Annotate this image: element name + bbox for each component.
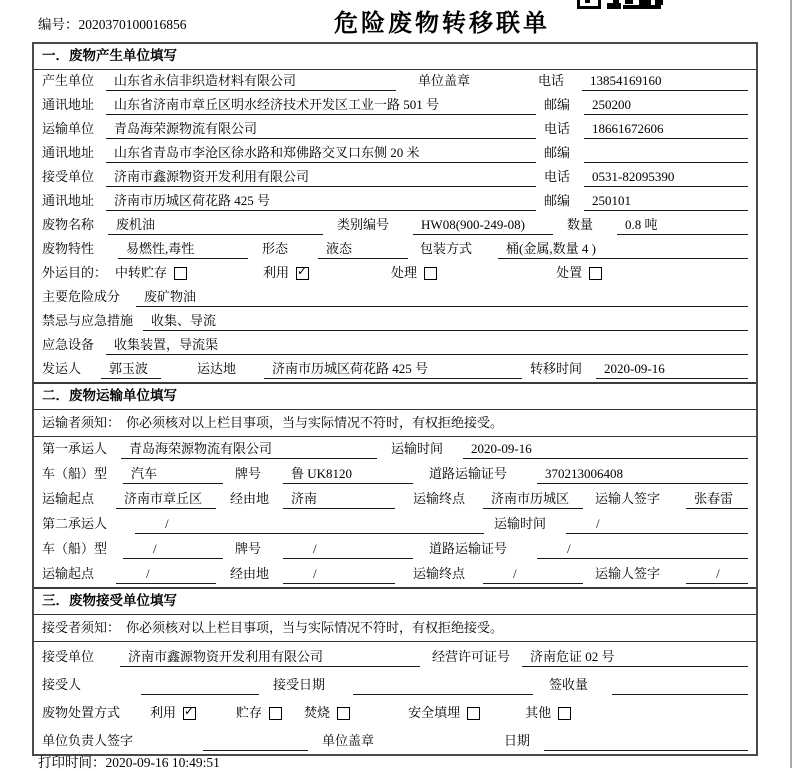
field-value: 收集、导流 — [143, 311, 748, 331]
notice-text: 你必须核对以上栏目事项，当与实际情况不符时，有权拒绝接受。 — [126, 620, 504, 635]
field-label: 车（船）型 — [42, 541, 108, 556]
field-label: 邮编 — [544, 97, 571, 112]
print-time-value: 2020-09-16 10:49:51 — [105, 755, 220, 770]
field-label: 单位负责人签字 — [42, 733, 134, 748]
form-row — [34, 537, 756, 562]
field-value: 液态 — [318, 239, 408, 259]
form-row — [34, 214, 756, 238]
print-time-label: 打印时间： — [38, 755, 106, 770]
field-label: 通讯地址 — [42, 97, 95, 112]
checkbox-label: 贮存 — [236, 705, 263, 720]
checkbox-unchecked-icon — [174, 267, 187, 280]
serial-number: 2020370100016856 — [78, 17, 187, 32]
field-label: 道路运输证号 — [429, 541, 508, 556]
field-label: 运输起点 — [42, 566, 95, 581]
checkbox-label: 利用 — [263, 265, 290, 280]
notice-text: 你必须核对以上栏目事项，当与实际情况不符时，有权拒绝接受。 — [126, 415, 504, 430]
field-label: 接受单位 — [42, 169, 95, 184]
field-label: 运输时间 — [391, 441, 444, 456]
field-label: 产生单位 — [42, 73, 95, 88]
checkbox-option — [408, 703, 480, 723]
form-row — [34, 310, 756, 334]
field-label: 转移时间 — [530, 361, 583, 376]
field-label: 运达地 — [197, 361, 237, 376]
field-label: 签收量 — [549, 677, 589, 692]
section-title: 三．废物接受单位填写 — [34, 589, 756, 615]
field-label: 邮编 — [544, 193, 571, 208]
notice-label: 运输者须知： — [42, 415, 121, 430]
field-value: / — [537, 539, 748, 559]
field-value: 山东省济南市章丘区明水经济技术开发区工业一路 501 号 — [106, 95, 536, 115]
field-label: 应急设备 — [42, 337, 95, 352]
field-label: 运输起点 — [42, 491, 95, 506]
section-producer — [34, 44, 756, 382]
field-value: 济南市鑫源物资开发利用有限公司 — [120, 647, 420, 667]
field-value: / — [116, 564, 216, 584]
field-label: 主要危险成分 — [42, 289, 121, 304]
field-value: 汽车 — [123, 464, 223, 484]
checkbox-label: 中转贮存 — [115, 265, 168, 280]
field-value: 2020-09-16 — [596, 359, 748, 379]
field-label: 运输人签字 — [595, 566, 661, 581]
checkbox-option — [150, 703, 196, 723]
field-label: 接受单位 — [42, 649, 95, 664]
form-row — [34, 142, 756, 166]
form-row — [34, 286, 756, 310]
field-value: 18661672606 — [584, 119, 748, 139]
form-row — [34, 562, 756, 587]
section-title: 一．废物产生单位填写 — [34, 44, 756, 70]
checkbox-unchecked-icon — [558, 707, 571, 720]
print-time-line — [38, 751, 220, 771]
field-value: HW08(900-249-08) — [413, 215, 553, 235]
form-row — [34, 726, 756, 754]
form-row — [34, 166, 756, 190]
form-row — [34, 238, 756, 262]
field-value: / — [283, 539, 413, 559]
field-label: 牌号 — [235, 466, 262, 481]
field-value: 易燃性,毒性 — [118, 239, 248, 259]
checkbox-label: 安全填埋 — [408, 705, 461, 720]
field-value: 济南危证 02 号 — [522, 647, 748, 667]
field-label: 第二承运人 — [42, 516, 108, 531]
section-title: 二．废物运输单位填写 — [34, 384, 756, 410]
checkbox-option — [304, 703, 350, 723]
field-label: 电话 — [544, 121, 571, 136]
field-value: / — [135, 514, 484, 534]
field-value — [203, 731, 308, 751]
field-value: / — [123, 539, 223, 559]
field-label: 邮编 — [544, 145, 571, 160]
notice-row — [34, 615, 756, 642]
field-value — [141, 675, 259, 695]
field-label: 日期 — [504, 733, 531, 748]
field-value: 废矿物油 — [136, 287, 748, 307]
field-label: 道路运输证号 — [429, 466, 508, 481]
page-edge-divider — [790, 0, 792, 768]
checkbox-unchecked-icon — [424, 267, 437, 280]
form-row — [34, 698, 756, 726]
checkbox-label: 处理 — [391, 265, 418, 280]
field-label: 形态 — [262, 241, 289, 256]
field-label: 运输单位 — [42, 121, 95, 136]
field-value: 郭玉波 — [101, 359, 161, 379]
form-row — [34, 118, 756, 142]
field-label: 接受人 — [42, 677, 82, 692]
checkbox-label: 其他 — [525, 705, 552, 720]
checkbox-unchecked-icon — [269, 707, 282, 720]
checkbox-label: 处置 — [556, 265, 583, 280]
checkbox-unchecked-icon — [337, 707, 350, 720]
field-value: / — [483, 564, 583, 584]
field-label: 单位盖章 — [322, 733, 375, 748]
section-receiver — [34, 587, 756, 754]
checkbox-option — [525, 703, 571, 723]
form-row — [34, 670, 756, 698]
field-value: 0.8 吨 — [617, 215, 748, 235]
field-value: 0531-82095390 — [584, 167, 748, 187]
field-label: 经由地 — [230, 491, 270, 506]
field-value: 青岛海荣源物流有限公司 — [121, 439, 377, 459]
field-value: 山东省青岛市李沧区徐水路和郑佛路交叉口东侧 20 米 — [106, 143, 536, 163]
field-value: 张春雷 — [686, 489, 748, 509]
field-value: 收集装置，导流渠 — [106, 335, 748, 355]
field-label: 车（船）型 — [42, 466, 108, 481]
field-value: / — [283, 564, 395, 584]
field-value — [353, 675, 533, 695]
field-value: 济南市鑫源物资开发利用有限公司 — [106, 167, 536, 187]
field-label: 第一承运人 — [42, 441, 108, 456]
serial-line — [38, 13, 187, 33]
form-row — [34, 358, 756, 382]
checkbox-option — [115, 263, 187, 283]
field-label: 外运目的： — [42, 265, 108, 280]
field-value: 废机油 — [108, 215, 323, 235]
notice-row — [34, 410, 756, 437]
form-row — [34, 512, 756, 537]
field-label: 通讯地址 — [42, 193, 95, 208]
form-row — [34, 334, 756, 358]
field-label: 电话 — [538, 73, 565, 88]
field-value: / — [686, 564, 748, 584]
field-value: 鲁 UK8120 — [283, 464, 413, 484]
field-label: 运输时间 — [494, 516, 547, 531]
field-label: 数量 — [567, 217, 594, 232]
field-value: 济南市历城区荷花路 425 号 — [264, 359, 522, 379]
field-value — [584, 143, 748, 163]
form-row — [34, 487, 756, 512]
form-row — [34, 94, 756, 118]
checkbox-unchecked-icon — [589, 267, 602, 280]
qr-code-partial-icon — [577, 0, 667, 10]
checkbox-checked-icon — [296, 267, 309, 280]
field-label: 电话 — [544, 169, 571, 184]
field-value: 250101 — [584, 191, 748, 211]
field-label: 牌号 — [235, 541, 262, 556]
field-value: 山东省永信非织造材料有限公司 — [106, 71, 396, 91]
manifest-table — [32, 42, 758, 756]
field-label: 废物特性 — [42, 241, 95, 256]
form-row — [34, 437, 756, 462]
field-label: 发运人 — [42, 361, 82, 376]
field-value: 13854169160 — [582, 71, 748, 91]
checkbox-option — [263, 263, 309, 283]
field-label: 包装方式 — [420, 241, 473, 256]
page-title: 危险废物转移联单 — [334, 9, 550, 37]
field-value: 济南市历城区荷花路 425 号 — [106, 191, 536, 211]
field-label: 接受日期 — [273, 677, 326, 692]
field-label: 禁忌与应急措施 — [42, 313, 134, 328]
field-label: 通讯地址 — [42, 145, 95, 160]
form-row — [34, 642, 756, 670]
section-transporter — [34, 382, 756, 587]
field-label: 经营许可证号 — [432, 649, 511, 664]
checkbox-option — [556, 263, 602, 283]
checkbox-option — [391, 263, 437, 283]
checkbox-label: 利用 — [150, 705, 177, 720]
field-value: / — [566, 514, 748, 534]
field-value: 济南市章丘区 — [116, 489, 216, 509]
field-value — [544, 731, 748, 751]
field-value: 桶(金属,数量 4 ) — [498, 239, 748, 259]
serial-label: 编号： — [38, 17, 79, 32]
field-value: 济南市历城区 — [483, 489, 583, 509]
field-value: 青岛海荣源物流有限公司 — [106, 119, 536, 139]
field-label: 废物处置方式 — [42, 705, 121, 720]
field-value: 250200 — [584, 95, 748, 115]
field-value: 2020-09-16 — [463, 439, 748, 459]
checkbox-label: 焚烧 — [304, 705, 331, 720]
form-row — [34, 462, 756, 487]
field-label: 经由地 — [230, 566, 270, 581]
form-row — [34, 262, 756, 286]
form-row — [34, 70, 756, 94]
field-label: 运输人签字 — [595, 491, 661, 506]
field-value: 370213006408 — [537, 464, 748, 484]
checkbox-unchecked-icon — [467, 707, 480, 720]
field-label: 运输终点 — [413, 566, 466, 581]
field-label: 废物名称 — [42, 217, 95, 232]
checkbox-checked-icon — [183, 707, 196, 720]
field-label: 运输终点 — [413, 491, 466, 506]
checkbox-option — [236, 703, 282, 723]
field-value: 济南 — [283, 489, 395, 509]
form-row — [34, 190, 756, 214]
field-label: 类别编号 — [337, 217, 390, 232]
notice-label: 接受者须知： — [42, 620, 121, 635]
field-value — [612, 675, 748, 695]
field-label: 单位盖章 — [418, 73, 471, 88]
